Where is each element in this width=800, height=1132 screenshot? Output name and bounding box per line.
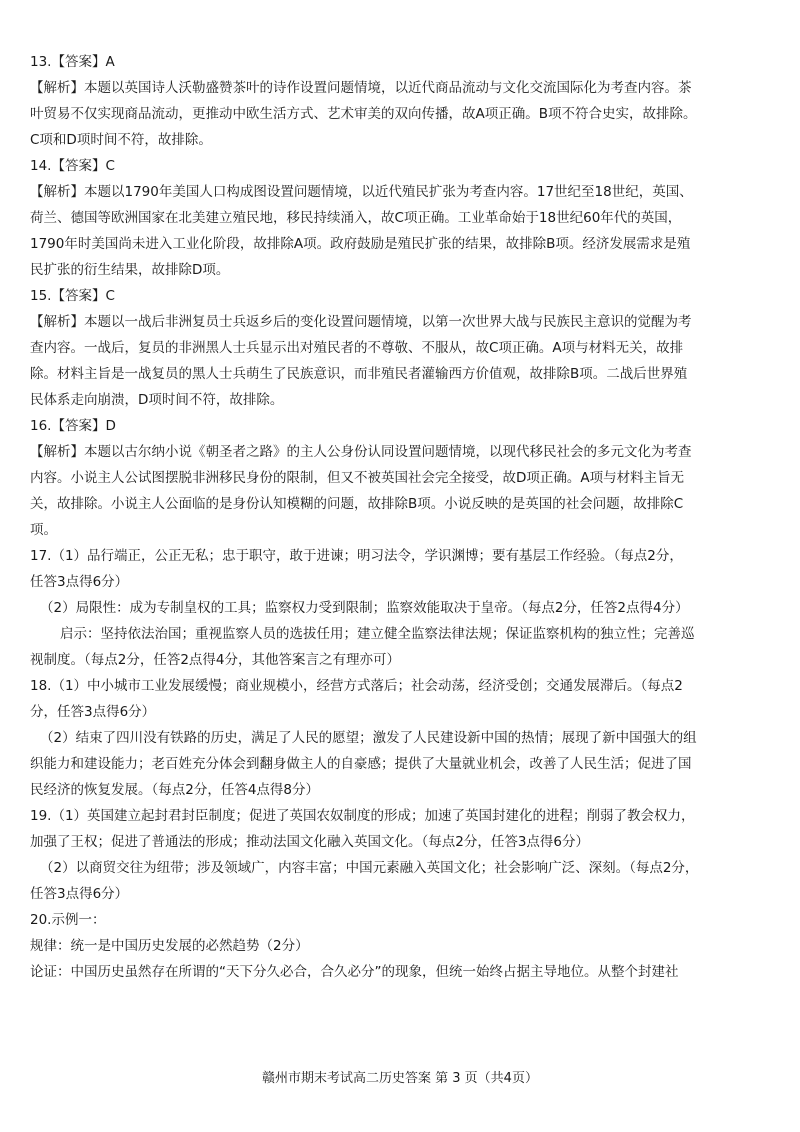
q15-analysis-line: 除。材料主旨是一战复员的黑人士兵萌生了民族意识，而非殖民者灌输西方价值观，故排除B项。二战后世界殖: [30, 366, 688, 382]
q16-answer: 16.【答案】D: [30, 418, 116, 434]
q14-answer: 14.【答案】C: [30, 158, 115, 174]
q20-argument-line: 论证：中国历史虽然存在所谓的“天下分久必合，合久必分”的现象，但统一始终占据主导地位。从整个封建社: [30, 964, 679, 980]
q19-part1-line: 19.（1）英国建立起封君封臣制度；促进了英国农奴制度的形成；加速了英国封建化的进程；削弱了教会权力，: [30, 808, 695, 824]
q15-answer: 15.【答案】C: [30, 288, 115, 304]
q13-answer: 13.【答案】A: [30, 54, 115, 70]
q18-part2-line: 织能力和建设能力；老百姓充分体会到翻身做主人的自豪感；提供了大量就业机会，改善了人民生活；促进了国: [30, 756, 692, 772]
q14-analysis-line: 【解析】本题以1790年美国人口构成图设置问题情境，以近代殖民扩张为考查内容。17世纪至18世纪，英国、: [30, 184, 693, 200]
q20-heading: 20.示例一：: [30, 912, 106, 928]
q19-part2-line: （2）以商贸交往为纽带；涉及领域广，内容丰富；中国元素融入英国文化；社会影响广泛、深刻。（每点2分，: [40, 860, 699, 876]
q13-analysis-line: 叶贸易不仅实现商品流动，更推动中欧生活方式、艺术审美的双向传播，故A项正确。B项不符合史实，故排除。: [30, 106, 697, 122]
q13-analysis-line: C项和D项时间不符，故排除。: [30, 132, 212, 148]
q16-analysis-line: 项。: [30, 522, 57, 538]
q18-part1-line: 18.（1）中小城市工业发展缓慢；商业规模小，经营方式落后；社会动荡，经济受创；交通发展滞后。（每点2: [30, 678, 683, 694]
page-footer: 赣州市期末考试高二历史答案 第 3 页（共4页）: [262, 1071, 538, 1086]
q17-part2-line: 视制度。（每点2分，任答2点得4分，其他答案言之有理亦可）: [30, 652, 401, 668]
q18-part1-line: 分，任答3点得6分）: [30, 704, 156, 720]
q16-analysis-line: 【解析】本题以古尔纳小说《朝圣者之路》的主人公身份认同设置问题情境，以现代移民社会的多元文化为考查: [30, 444, 692, 460]
q14-analysis-line: 荷兰、德国等欧洲国家在北美建立殖民地，移民持续涌入，故C项正确。工业革命始于18世纪60年代的英国，: [30, 210, 682, 226]
q18-part2-line: （2）结束了四川没有铁路的历史，满足了人民的愿望；激发了人民建设新中国的热情；展现了新中国强大的组: [40, 730, 697, 746]
q14-analysis-line: 1790年时美国尚未进入工业化阶段，故排除A项。政府鼓励是殖民扩张的结果，故排除B项。经济发展需求是殖: [30, 236, 691, 252]
q16-analysis-line: 关，故排除。小说主人公面临的是身份认知模糊的问题，故排除B项。小说反映的是英国的社会问题，故排除C: [30, 496, 684, 512]
q14-analysis-line: 民扩张的衍生结果，故排除D项。: [30, 262, 230, 278]
q15-analysis-line: 查内容。一战后，复员的非洲黑人士兵显示出对殖民者的不尊敬、不服从，故C项正确。A项与材料无关，故排: [30, 340, 684, 356]
q18-part2-line: 民经济的恢复发展。（每点2分，任答4点得8分）: [30, 782, 320, 798]
q17-part2-line: （2）局限性：成为专制皇权的工具；监察权力受到限制；监察效能取决于皇帝。（每点2分，任答2点得4分）: [40, 600, 689, 616]
q19-part2-line: 任答3点得6分）: [30, 886, 129, 902]
q17-part1-line: 17.（1）品行端正，公正无私；忠于职守，敢于进谏；明习法令，学识渊博；要有基层工作经验。（每点2分，: [30, 548, 683, 564]
q17-part2-line: 启示：坚持依法治国；重视监察人员的选拔任用；建立健全监察法律法规；保证监察机构的独立性；完善巡: [60, 626, 695, 642]
q17-part1-line: 任答3点得6分）: [30, 574, 129, 590]
q13-analysis-line: 【解析】本题以英国诗人沃勒盛赞茶叶的诗作设置问题情境，以近代商品流动与文化交流国际化为考查内容。茶: [30, 80, 692, 96]
q20-rule: 规律：统一是中国历史发展的必然趋势（2分）: [30, 938, 309, 954]
q19-part1-line: 加强了王权；促进了普通法的形成；推动法国文化融入英国文化。（每点2分，任答3点得6分）: [30, 834, 590, 850]
q16-analysis-line: 内容。小说主人公试图摆脱非洲移民身份的限制，但又不被英国社会完全接受，故D项正确。A项与材料主旨无: [30, 470, 685, 486]
q15-analysis-line: 民体系走向崩溃，D项时间不符，故排除。: [30, 392, 284, 408]
q15-analysis-line: 【解析】本题以一战后非洲复员士兵返乡后的变化设置问题情境，以第一次世界大战与民族民主意识的觉醒为考: [30, 314, 692, 330]
